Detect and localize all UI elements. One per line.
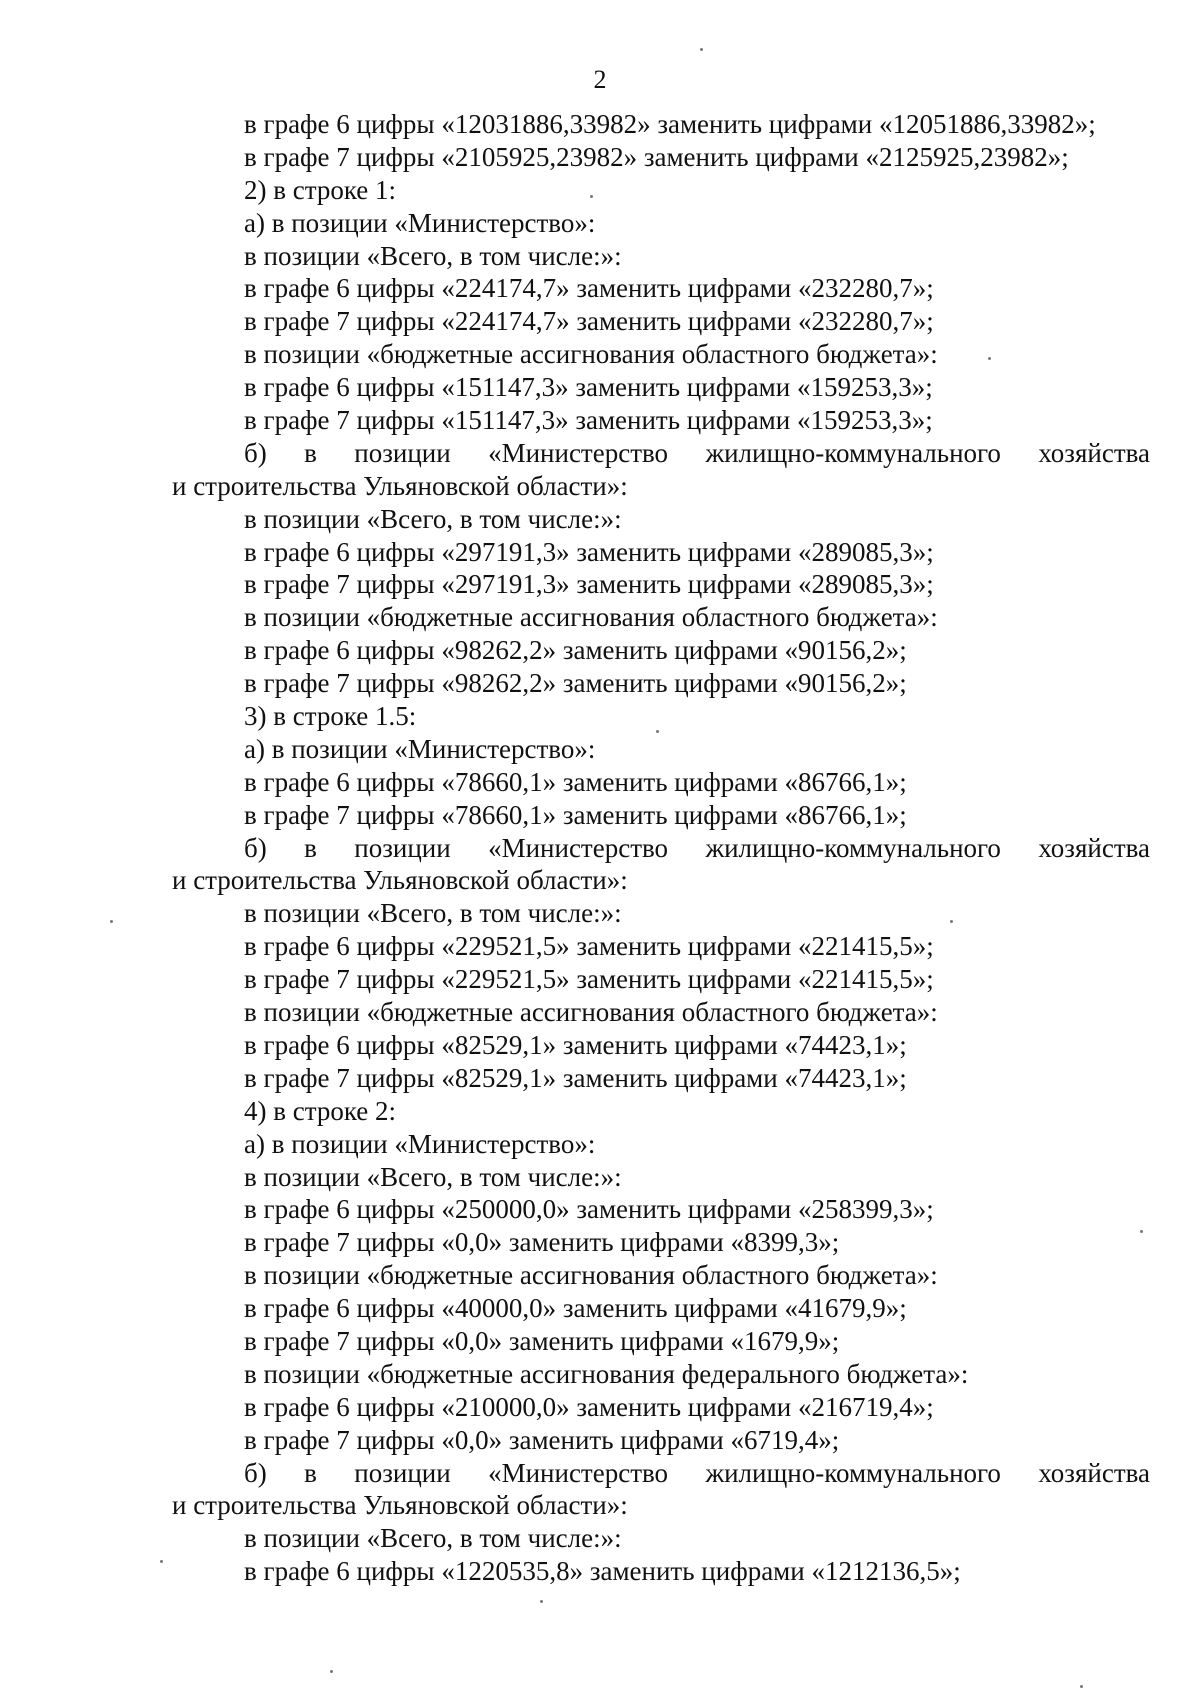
text-line: в графе 7 цифры «0,0» заменить цифрами «1679,9»;	[244, 1325, 840, 1356]
text-line: а) в позиции «Министерство»:	[244, 1128, 596, 1159]
text-line: в графе 6 цифры «224174,7» заменить цифрами «232280,7»;	[244, 273, 934, 304]
text-line: в графе 6 цифры «250000,0» заменить цифрами «258399,3»;	[244, 1194, 934, 1225]
text-line: а) в позиции «Министерство»:	[244, 207, 596, 238]
scan-speck	[1080, 1685, 1083, 1688]
scan-speck	[590, 195, 593, 198]
text-line: б) в позиции «Министерство жилищно-коммунального хозяйства	[244, 437, 1150, 468]
text-line: в позиции «бюджетные ассигнования областного бюджета»:	[244, 1260, 938, 1291]
text-line: в графе 6 цифры «1220535,8» заменить цифрами «1212136,5»;	[244, 1556, 961, 1587]
text-line: в графе 7 цифры «98262,2» заменить цифрами «90156,2»;	[244, 668, 907, 699]
text-line: в графе 6 цифры «210000,0» заменить цифрами «216719,4»;	[244, 1391, 934, 1422]
text-line: в позиции «Всего, в том числе:»:	[244, 1523, 622, 1554]
text-line: и строительства Ульяновской области»:	[172, 865, 628, 896]
text-line: в графе 6 цифры «82529,1» заменить цифрами «74423,1»;	[244, 1029, 907, 1060]
scan-speck	[1140, 1230, 1143, 1233]
scan-speck	[110, 920, 113, 923]
text-line: в графе 7 цифры «151147,3» заменить цифрами «159253,3»;	[244, 405, 933, 436]
text-line: и строительства Ульяновской области»:	[172, 1490, 628, 1521]
text-line: в графе 7 цифры «297191,3» заменить цифрами «289085,3»;	[244, 569, 934, 600]
text-line: б) в позиции «Министерство жилищно-коммунального хозяйства	[244, 832, 1150, 863]
text-line: в позиции «Всего, в том числе:»:	[244, 240, 622, 271]
text-line: в графе 7 цифры «82529,1» заменить цифрами «74423,1»;	[244, 1062, 907, 1093]
text-line: и строительства Ульяновской области»:	[172, 470, 628, 501]
scan-speck	[950, 920, 953, 923]
text-line: в графе 6 цифры «78660,1» заменить цифрами «86766,1»;	[244, 766, 907, 797]
text-line: в графе 7 цифры «0,0» заменить цифрами «8399,3»;	[244, 1227, 840, 1258]
scan-speck	[700, 48, 703, 51]
text-line: в графе 7 цифры «0,0» заменить цифрами «6719,4»;	[244, 1424, 840, 1455]
text-line: в графе 7 цифры «229521,5» заменить цифрами «221415,5»;	[244, 964, 934, 995]
text-line: в графе 7 цифры «224174,7» заменить цифрами «232280,7»;	[244, 306, 934, 337]
text-line: в позиции «бюджетные ассигнования областного бюджета»:	[244, 339, 938, 370]
text-line: в графе 6 цифры «12031886,33982» заменить цифрами «12051886,33982»;	[244, 109, 1096, 139]
text-line: в графе 6 цифры «40000,0» заменить цифрами «41679,9»;	[244, 1293, 907, 1324]
text-line: б) в позиции «Министерство жилищно-коммунального хозяйства	[244, 1457, 1150, 1488]
text-line: в позиции «Всего, в том числе:»:	[244, 503, 622, 534]
text-line: 4) в строке 2:	[244, 1095, 397, 1126]
text-line: в графе 6 цифры «151147,3» заменить цифрами «159253,3»;	[244, 372, 933, 403]
page-number: 2	[593, 65, 607, 94]
text-line: 2) в строке 1:	[244, 174, 397, 205]
text-line: в графе 6 цифры «98262,2» заменить цифрами «90156,2»;	[244, 635, 907, 666]
text-line: в графе 7 цифры «2105925,23982» заменить цифрами «2125925,23982»;	[244, 141, 1069, 172]
text-line: в позиции «Всего, в том числе:»:	[244, 898, 622, 929]
text-line: в позиции «Всего, в том числе:»:	[244, 1161, 622, 1192]
text-line: в позиции «бюджетные ассигнования федерального бюджета»:	[244, 1358, 969, 1389]
text-line: а) в позиции «Министерство»:	[244, 733, 596, 764]
document-body	[172, 108, 1150, 1588]
scan-speck	[540, 1600, 543, 1603]
text-line: в позиции «бюджетные ассигнования областного бюджета»:	[244, 602, 938, 633]
text-line: в позиции «бюджетные ассигнования областного бюджета»:	[244, 997, 938, 1028]
scan-speck	[656, 730, 659, 733]
scan-speck	[988, 357, 991, 360]
text-line: в графе 6 цифры «297191,3» заменить цифрами «289085,3»;	[244, 536, 934, 567]
text-line: в графе 7 цифры «78660,1» заменить цифрами «86766,1»;	[244, 799, 907, 830]
text-line: 3) в строке 1.5:	[244, 701, 417, 732]
scan-speck	[160, 1560, 163, 1563]
scan-speck	[330, 1670, 333, 1673]
text-line: в графе 6 цифры «229521,5» заменить цифрами «221415,5»;	[244, 931, 934, 962]
